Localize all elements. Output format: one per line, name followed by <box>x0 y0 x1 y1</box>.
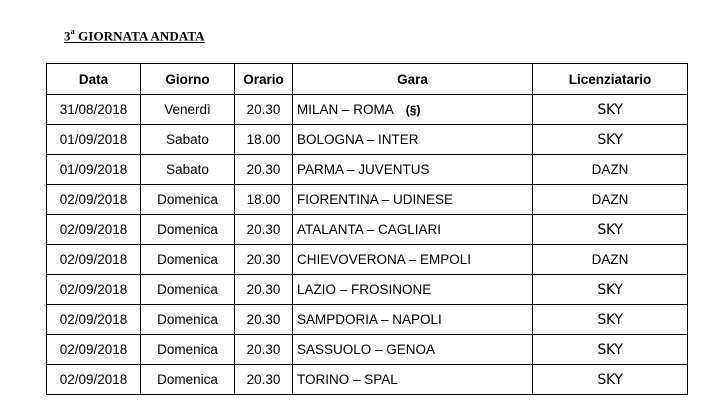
match-note: (§) <box>405 103 421 117</box>
cell-day: Venerdì <box>141 95 235 125</box>
cell-match <box>293 95 533 125</box>
cell-licensee: SKY <box>533 215 688 245</box>
round-title: GIORNATA ANDATA <box>78 28 205 44</box>
cell-time: 20.30 <box>235 215 293 245</box>
cell-licensee: SKY <box>533 305 688 335</box>
table-header-row <box>47 64 688 95</box>
cell-time: 20.30 <box>235 95 293 125</box>
page-title <box>64 28 205 44</box>
table-row <box>47 185 688 215</box>
cell-match <box>293 215 533 245</box>
table-row <box>47 275 688 305</box>
cell-licensee: DAZN <box>533 185 688 215</box>
match-label: BOLOGNA – INTER <box>297 132 419 147</box>
table-row <box>47 245 688 275</box>
match-label: ATALANTA – CAGLIARI <box>297 222 442 237</box>
schedule-rows <box>47 95 688 395</box>
cell-date: 01/09/2018 <box>47 155 141 185</box>
cell-match <box>293 155 533 185</box>
cell-licensee: DAZN <box>533 155 688 185</box>
column-header-date: Data <box>47 64 141 95</box>
cell-match <box>293 365 533 395</box>
cell-licensee: SKY <box>533 95 688 125</box>
match-label: PARMA – JUVENTUS <box>297 162 430 177</box>
table-row <box>47 305 688 335</box>
table-row <box>47 125 688 155</box>
cell-match <box>293 185 533 215</box>
cell-day: Domenica <box>141 215 235 245</box>
cell-day: Sabato <box>141 125 235 155</box>
column-header-day: Giorno <box>141 64 235 95</box>
cell-time: 18.00 <box>235 125 293 155</box>
cell-day: Domenica <box>141 275 235 305</box>
table-row <box>47 155 688 185</box>
cell-match <box>293 125 533 155</box>
cell-date: 02/09/2018 <box>47 215 141 245</box>
match-label: CHIEVOVERONA – EMPOLI <box>297 252 472 267</box>
column-header-licensee: Licenziatario <box>533 64 688 95</box>
cell-match <box>293 335 533 365</box>
cell-time: 20.30 <box>235 245 293 275</box>
cell-time: 20.30 <box>235 155 293 185</box>
cell-time: 20.30 <box>235 365 293 395</box>
round-number: 3 <box>64 28 71 44</box>
cell-day: Domenica <box>141 365 235 395</box>
column-header-match: Gara <box>293 64 533 95</box>
cell-date: 02/09/2018 <box>47 275 141 305</box>
cell-day: Sabato <box>141 155 235 185</box>
cell-licensee: SKY <box>533 275 688 305</box>
cell-date: 01/09/2018 <box>47 125 141 155</box>
cell-date: 02/09/2018 <box>47 305 141 335</box>
match-label: SASSUOLO – GENOA <box>297 342 436 357</box>
match-label: SAMPDORIA – NAPOLI <box>297 312 442 327</box>
cell-date: 02/09/2018 <box>47 335 141 365</box>
cell-time: 18.00 <box>235 185 293 215</box>
cell-time: 20.30 <box>235 305 293 335</box>
cell-date: 02/09/2018 <box>47 365 141 395</box>
match-label: MILAN – ROMA <box>297 102 394 117</box>
table-row <box>47 95 688 125</box>
column-header-time: Orario <box>235 64 293 95</box>
cell-date: 02/09/2018 <box>47 245 141 275</box>
cell-time: 20.30 <box>235 335 293 365</box>
cell-time: 20.30 <box>235 275 293 305</box>
cell-match <box>293 245 533 275</box>
table-row <box>47 215 688 245</box>
cell-licensee: SKY <box>533 125 688 155</box>
cell-match <box>293 275 533 305</box>
cell-date: 02/09/2018 <box>47 185 141 215</box>
round-ordinal-suffix: a <box>70 27 75 36</box>
table-row <box>47 335 688 365</box>
cell-match <box>293 305 533 335</box>
table-row <box>47 365 688 395</box>
cell-licensee: SKY <box>533 365 688 395</box>
cell-day: Domenica <box>141 185 235 215</box>
schedule-table <box>46 63 688 395</box>
cell-day: Domenica <box>141 335 235 365</box>
cell-day: Domenica <box>141 305 235 335</box>
cell-licensee: SKY <box>533 335 688 365</box>
cell-day: Domenica <box>141 245 235 275</box>
cell-date: 31/08/2018 <box>47 95 141 125</box>
cell-licensee: DAZN <box>533 245 688 275</box>
match-label: TORINO – SPAL <box>297 372 398 387</box>
match-label: LAZIO – FROSINONE <box>297 282 432 297</box>
match-label: FIORENTINA – UDINESE <box>297 192 454 207</box>
